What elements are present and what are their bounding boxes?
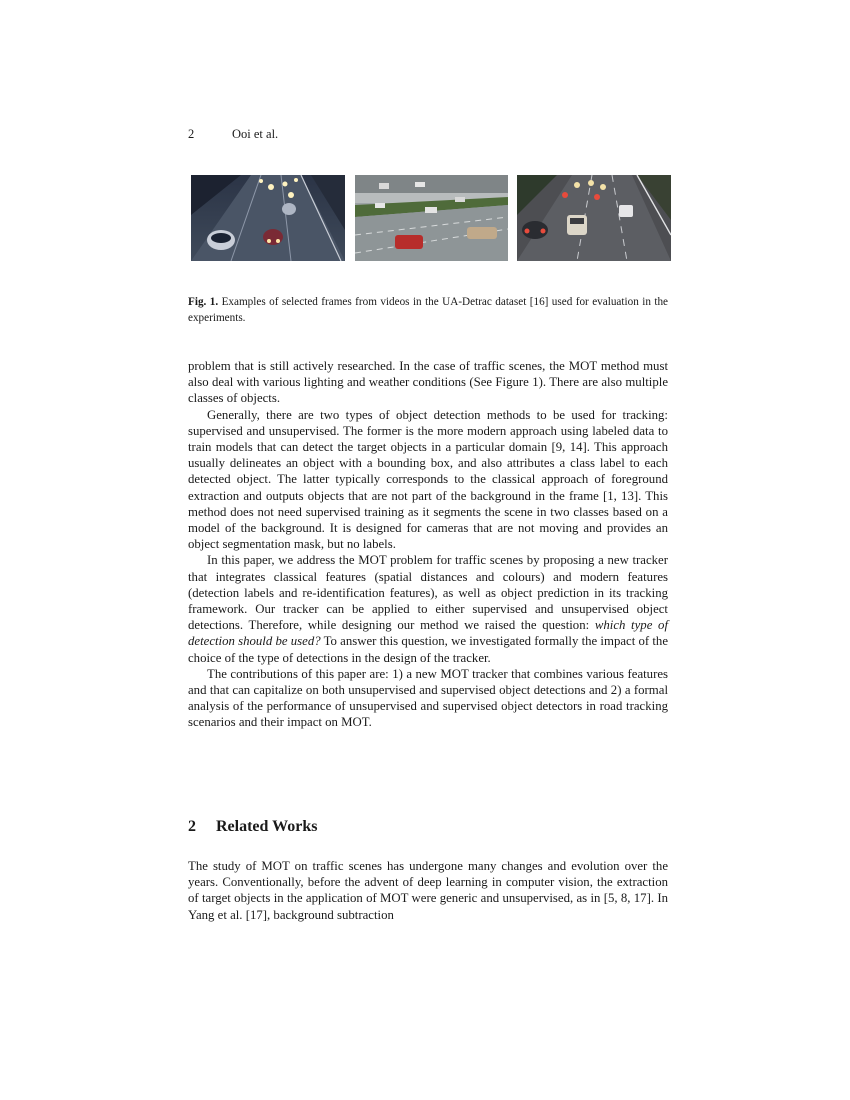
paragraph-1: problem that is still actively researched. In the case of traffic scenes, the MOT method must also deal with various lighting and weather conditions (See Figure 1). There are also multiple classes of objects. <box>188 359 668 406</box>
figure-frame-night-highway <box>191 175 345 261</box>
running-authors: Ooi et al. <box>232 127 279 141</box>
section-number: 2 <box>188 818 196 835</box>
paragraph-3 <box>188 552 668 665</box>
section-2-paragraph-1: The study of MOT on traffic scenes has undergone many changes and evolution over the years. Conventionally, before the advent of deep learning in computer vision, the extraction of target objects in the application of MOT were generic and unsupervised, as in [5, 8, 17]. In Yang et al. [17], background subtraction <box>188 859 668 922</box>
figure-1 <box>191 175 671 261</box>
section-heading <box>188 818 317 836</box>
running-head <box>188 127 278 142</box>
paragraph-3-text-a: In this paper, we address the MOT problem for traffic scenes by proposing a new tracker that integrates classical features (spatial distances and colours) and modern features (detection labels and re-identification features), as well as object prediction in its tracking framework. Our tracker can be applied to either supervised and unsupervised object detections. Therefore, while designing our method we raised the question: <box>188 553 668 633</box>
intro-body <box>188 358 668 731</box>
figure-caption <box>188 295 668 326</box>
page-number: 2 <box>188 127 195 141</box>
paragraph-4: The contributions of this paper are: 1) a new MOT tracker that combines various features and that can capitalize on both unsupervised and supervised object detections and 2) a formal analysis of the performance of unsupervised and supervised object detectors in road tracking scenarios and their impact on MOT. <box>188 666 668 730</box>
paragraph-3-question: which type of detection should be used? <box>188 618 668 649</box>
figure-frame-dusk-highway <box>517 175 671 261</box>
paragraph-2: Generally, there are two types of object detection methods to be used for tracking: supervised and unsupervised. The former is the more modern approach using labeled data to train models that can detect the target objects in a particular domain [9, 14]. This approach usually delineates an object with a bounding box, and also attributes a class label to each detected object. The latter typically corresponds to the classical approach of foreground extraction and outputs objects that are not part of the background in the frame [1, 13]. This method does not need supervised training as it segments the scene in two classes based on a model of the background. It is designed for cameras that are not moving and provides an object segmentation mask, but no labels. <box>188 407 668 552</box>
section-2-body <box>188 858 668 923</box>
figure-label: Fig. 1. <box>188 296 219 308</box>
figure-frame-day-highway <box>355 175 508 261</box>
section-title: Related Works <box>216 818 318 835</box>
figure-caption-text: Examples of selected frames from videos in the UA-Detrac dataset [16] used for evaluation in the experiments. <box>188 296 668 324</box>
paragraph-3-text-b: To answer this question, we investigated formally the impact of the choice of the type of detections in the design of the tracker. <box>188 634 668 665</box>
